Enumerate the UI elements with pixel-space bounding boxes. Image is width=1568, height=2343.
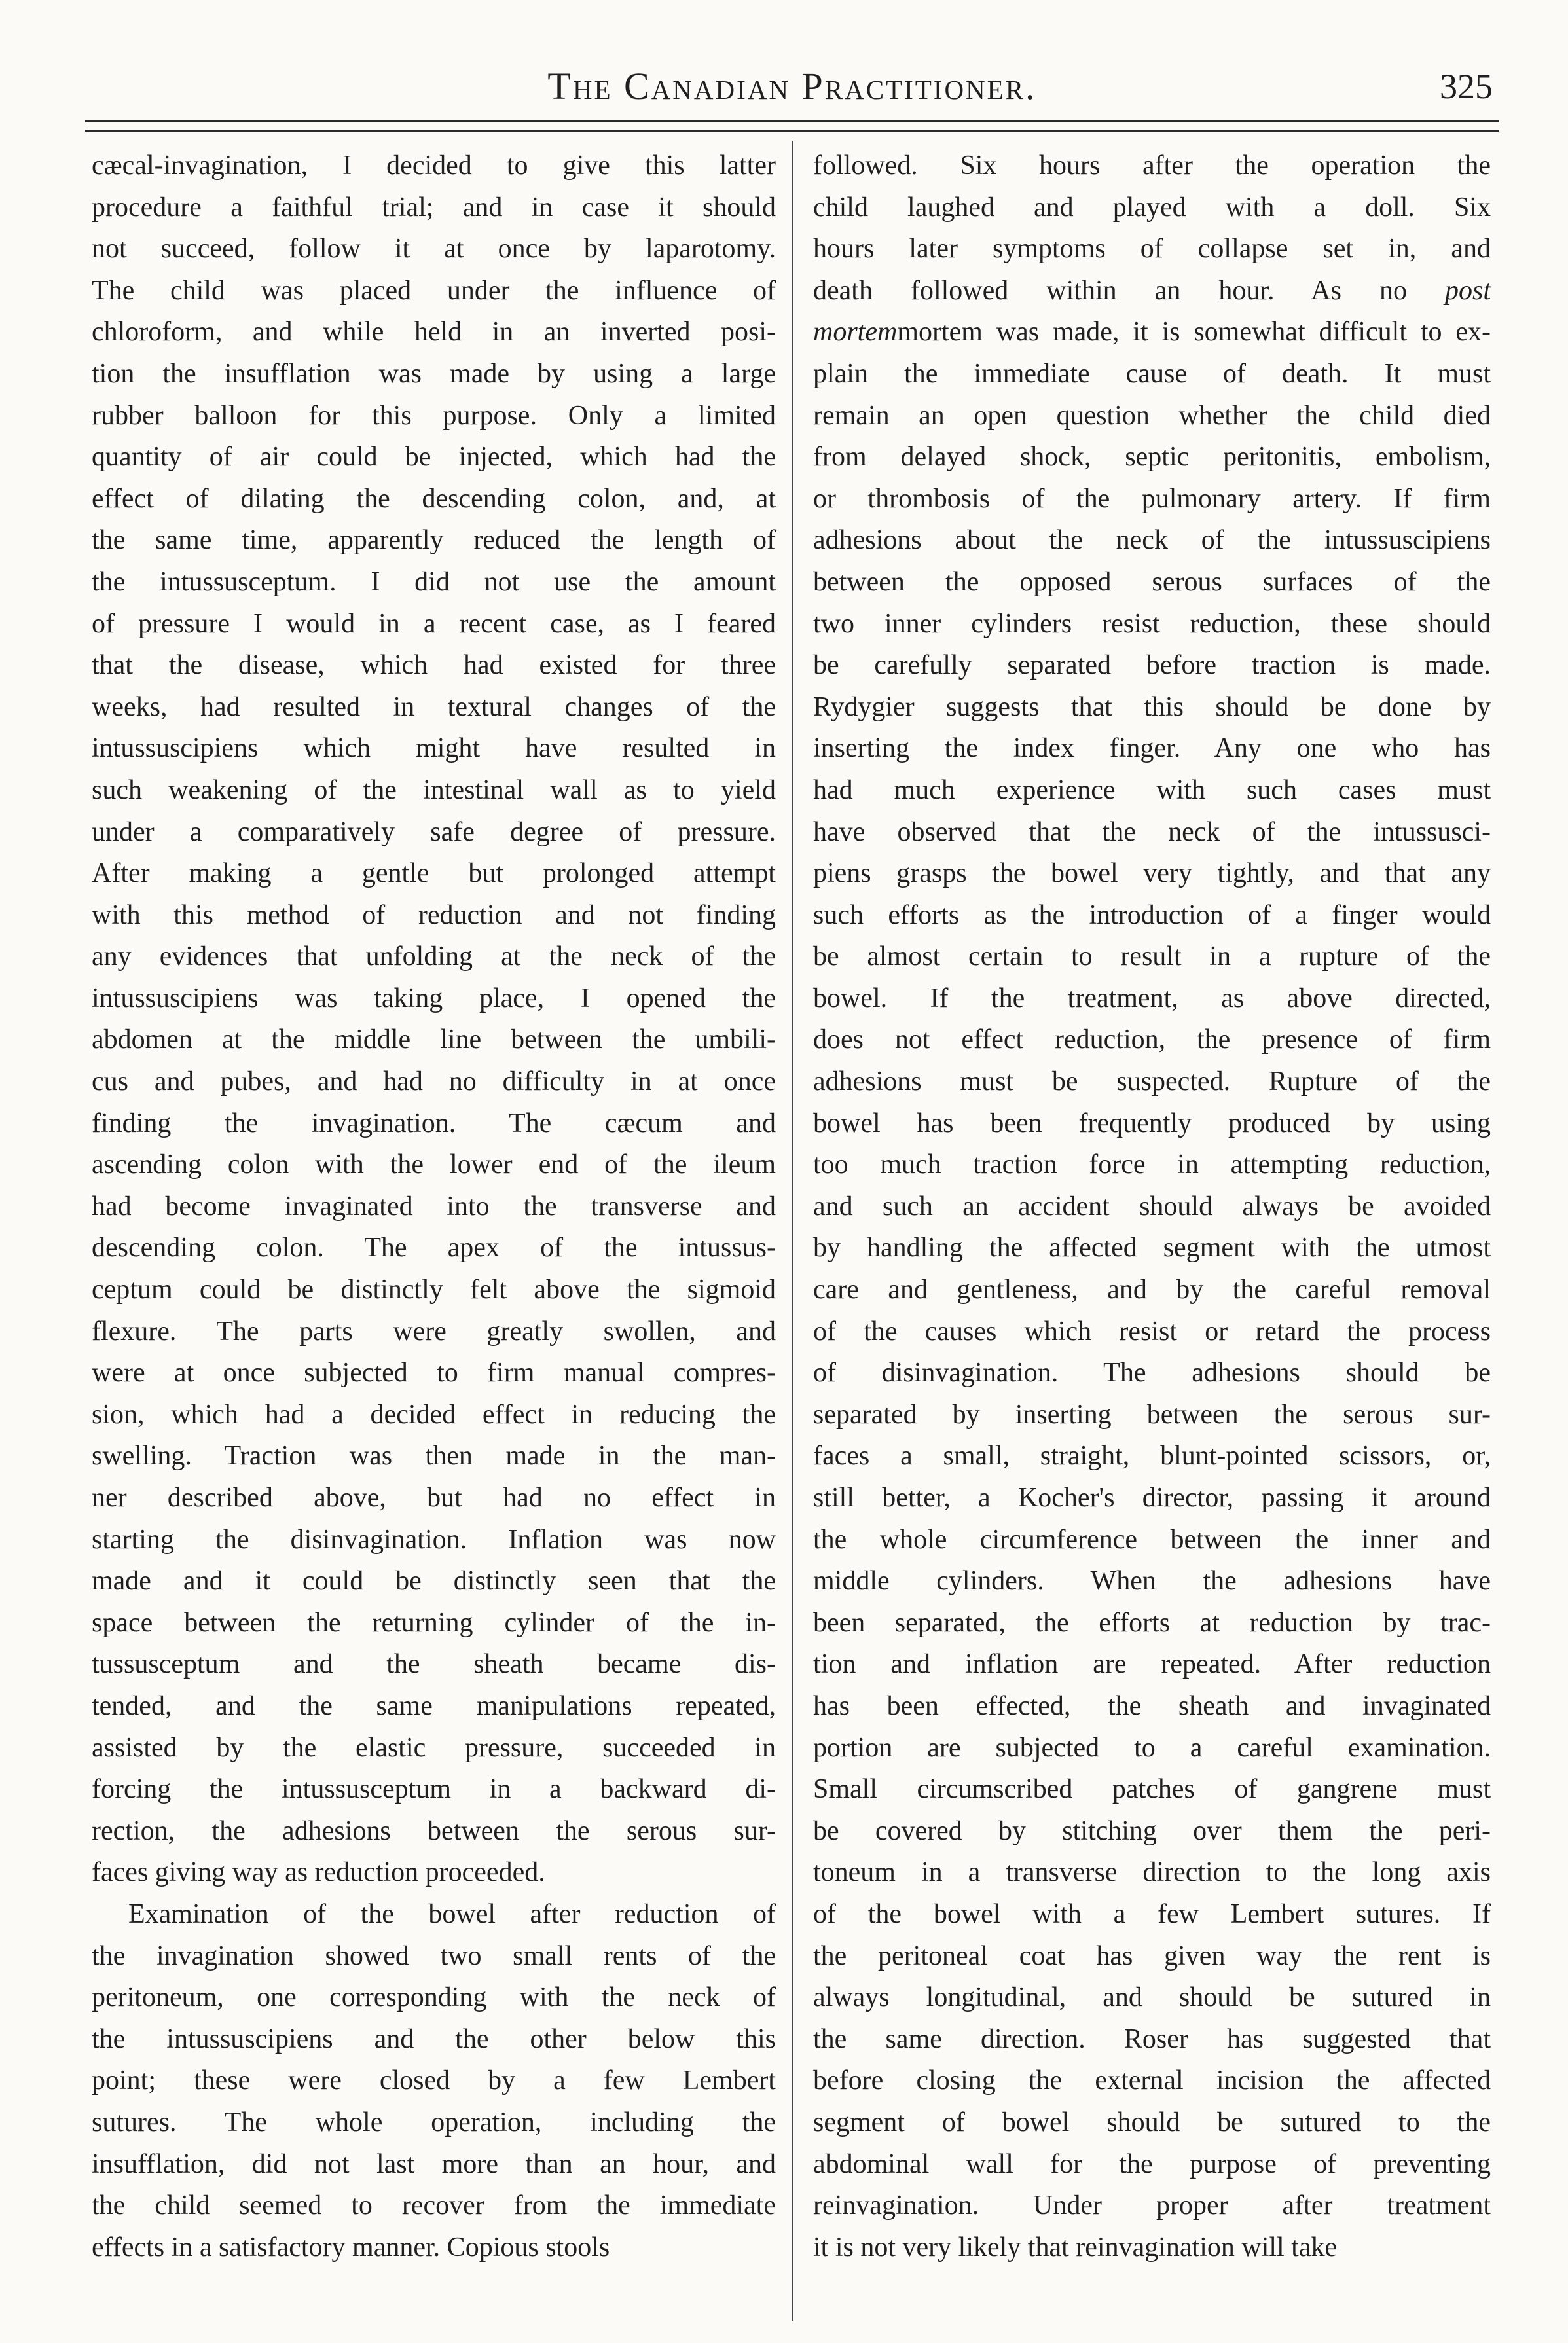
text-line bbox=[813, 270, 1491, 312]
text-line: peritoneum, one corresponding with the neck of bbox=[92, 1982, 776, 2013]
text-line: adhesions must be suspected. Rupture of the bbox=[813, 1066, 1491, 1097]
text-line: two inner cylinders resist reduction, these should bbox=[813, 608, 1491, 639]
text-line: finding the invagination. The cæcum and bbox=[92, 1108, 776, 1138]
text-line: had become invaginated into the transverse and bbox=[92, 1191, 776, 1222]
text-line: still better, a Kocher's director, passing it around bbox=[813, 1483, 1491, 1513]
text-line: quantity of air could be injected, which had the bbox=[92, 442, 776, 473]
text-line: the child seemed to recover from the immediate bbox=[92, 2190, 776, 2221]
text-line: tion the insufflation was made by using a large bbox=[92, 358, 776, 389]
text-line: ceptum could be distinctly felt above the sigmoid bbox=[92, 1275, 776, 1305]
text-line: of the causes which resist or retard the process bbox=[813, 1316, 1491, 1347]
text-line: bowel. If the treatment, as above directed, bbox=[813, 983, 1491, 1013]
text-line: with this method of reduction and not finding bbox=[92, 899, 776, 930]
text-line: be almost certain to result in a rupture of the bbox=[813, 941, 1491, 972]
text-line-main: mortem was made, it is somewhat difficult to ex- bbox=[897, 317, 1491, 348]
text-line: that the disease, which had existed for three bbox=[92, 650, 776, 681]
text-line: any evidences that unfolding at the neck of the bbox=[92, 941, 776, 972]
text-line: sutures. The whole operation, including the bbox=[92, 2107, 776, 2137]
text-line: portion are subjected to a careful examination. bbox=[813, 1732, 1491, 1763]
text-line: had much experience with such cases must bbox=[813, 774, 1491, 805]
text-line: the peritoneal coat has given way the rent is bbox=[813, 1940, 1491, 1971]
page-number: 325 bbox=[1440, 67, 1493, 106]
text-line: abdominal wall for the purpose of preventing bbox=[813, 2149, 1491, 2179]
text-line: of pressure I would in a recent case, as I feared bbox=[92, 608, 776, 639]
italic-word: mortem bbox=[813, 317, 898, 348]
column-divider bbox=[792, 141, 793, 2321]
header-rule-bottom bbox=[85, 130, 1499, 132]
text-line: plain the immediate cause of death. It must bbox=[813, 358, 1491, 389]
text-line: too much traction force in attempting reduction, bbox=[813, 1150, 1491, 1180]
text-line: the invagination showed two small rents of the bbox=[92, 1940, 776, 1971]
text-line: be covered by stitching over them the peri- bbox=[813, 1815, 1491, 1846]
text-line: made and it could be distinctly seen that the bbox=[92, 1566, 776, 1597]
header-rule-top bbox=[85, 120, 1499, 122]
text-line: the intussuscipiens and the other below this bbox=[92, 2024, 776, 2054]
text-line: the whole circumference between the inner and bbox=[813, 1524, 1491, 1555]
left-column bbox=[92, 145, 776, 2268]
text-line: rubber balloon for this purpose. Only a limited bbox=[92, 400, 776, 431]
text-line: followed. Six hours after the operation the bbox=[813, 151, 1491, 181]
text-line bbox=[813, 312, 1491, 354]
text-line: piens grasps the bowel very tightly, and that any bbox=[813, 858, 1491, 889]
text-line: by handling the affected segment with the utmost bbox=[813, 1233, 1491, 1263]
text-line: the same time, apparently reduced the length of bbox=[92, 525, 776, 556]
text-line: the intussusceptum. I did not use the amount bbox=[92, 566, 776, 597]
text-line: the same direction. Roser has suggested that bbox=[813, 2024, 1491, 2054]
text-line: rection, the adhesions between the serous sur- bbox=[92, 1815, 776, 1846]
text-line: The child was placed under the influence of bbox=[92, 275, 776, 306]
italic-word: post bbox=[1444, 275, 1491, 306]
text-line: ascending colon with the lower end of the ileum bbox=[92, 1150, 776, 1180]
text-line: have observed that the neck of the intussusci- bbox=[813, 816, 1491, 847]
text-line: assisted by the elastic pressure, succeeded in bbox=[92, 1732, 776, 1763]
text-line: segment of bowel should be sutured to the bbox=[813, 2107, 1491, 2137]
text-line: weeks, had resulted in textural changes of the bbox=[92, 691, 776, 722]
text-line: such efforts as the introduction of a finger would bbox=[813, 899, 1491, 930]
text-line: inserting the index finger. Any one who has bbox=[813, 733, 1491, 764]
text-line: reinvagination. Under proper after treatment bbox=[813, 2190, 1491, 2221]
text-line: cus and pubes, and had no difficulty in at once bbox=[92, 1066, 776, 1097]
text-line: from delayed shock, septic peritonitis, embolism, bbox=[813, 442, 1491, 473]
text-line: adhesions about the neck of the intussuscipiens bbox=[813, 525, 1491, 556]
text-line: swelling. Traction was then made in the man- bbox=[92, 1441, 776, 1472]
text-line: forcing the intussusceptum in a backward di- bbox=[92, 1774, 776, 1805]
text-line: Rydygier suggests that this should be done by bbox=[813, 691, 1491, 722]
text-line: flexure. The parts were greatly swollen, and bbox=[92, 1316, 776, 1347]
text-line: it is not very likely that reinvagination will take bbox=[813, 2232, 1338, 2262]
text-line: intussuscipiens was taking place, I opened the bbox=[92, 983, 776, 1013]
text-line: tussusceptum and the sheath became dis- bbox=[92, 1649, 776, 1680]
text-line: or thrombosis of the pulmonary artery. If firm bbox=[813, 483, 1491, 514]
text-line: separated by inserting between the serous sur- bbox=[813, 1399, 1491, 1430]
text-line: be carefully separated before traction is made. bbox=[813, 650, 1491, 681]
text-line: starting the disinvagination. Inflation was now bbox=[92, 1524, 776, 1555]
text-line: under a comparatively safe degree of pressure. bbox=[92, 816, 776, 847]
text-line: before closing the external incision the affected bbox=[813, 2065, 1491, 2096]
text-line: procedure a faithful trial; and in case it should bbox=[92, 192, 776, 223]
text-line: child laughed and played with a doll. Six bbox=[813, 192, 1491, 223]
text-line: Examination of the bowel after reduction of bbox=[128, 1898, 776, 1929]
text-line: been separated, the efforts at reduction by trac- bbox=[813, 1607, 1491, 1638]
text-line: faces a small, straight, blunt-pointed scissors, or, bbox=[813, 1441, 1491, 1472]
text-line-main: death followed within an hour. As no bbox=[813, 275, 1445, 306]
text-line: intussuscipiens which might have resulted in bbox=[92, 733, 776, 764]
text-line: point; these were closed by a few Lembert bbox=[92, 2065, 776, 2096]
text-line: abdomen at the middle line between the umbili- bbox=[92, 1025, 776, 1055]
text-line: of disinvagination. The adhesions should be bbox=[813, 1358, 1491, 1389]
right-column bbox=[813, 145, 1491, 2268]
text-line: toneum in a transverse direction to the long axis bbox=[813, 1857, 1491, 1888]
text-line: remain an open question whether the child died bbox=[813, 400, 1491, 431]
text-line: between the opposed serous surfaces of the bbox=[813, 566, 1491, 597]
text-line: has been effected, the sheath and invaginated bbox=[813, 1690, 1491, 1721]
text-line: chloroform, and while held in an inverted posi- bbox=[92, 317, 776, 348]
text-line: of the bowel with a few Lembert sutures. If bbox=[813, 1898, 1491, 1929]
journal-title: The Canadian Practitioner. bbox=[547, 65, 1037, 107]
text-line: ner described above, but had no effect in bbox=[92, 1483, 776, 1513]
text-line: sion, which had a decided effect in reducing the bbox=[92, 1399, 776, 1430]
text-line: care and gentleness, and by the careful removal bbox=[813, 1275, 1491, 1305]
text-line: faces giving way as reduction proceeded. bbox=[92, 1857, 545, 1888]
text-line: tended, and the same manipulations repeated, bbox=[92, 1690, 776, 1721]
text-line: tion and inflation are repeated. After reduction bbox=[813, 1649, 1491, 1680]
text-line: effect of dilating the descending colon, and, at bbox=[92, 483, 776, 514]
text-line: effects in a satisfactory manner. Copious stools bbox=[92, 2232, 610, 2262]
text-line: Small circumscribed patches of gangrene must bbox=[813, 1774, 1491, 1805]
text-line: were at once subjected to firm manual compres- bbox=[92, 1358, 776, 1389]
text-line: bowel has been frequently produced by using bbox=[813, 1108, 1491, 1138]
text-line: After making a gentle but prolonged attempt bbox=[92, 858, 776, 889]
text-line: always longitudinal, and should be sutured in bbox=[813, 1982, 1491, 2013]
text-line: not succeed, follow it at once by laparotomy. bbox=[92, 234, 776, 264]
running-head bbox=[85, 60, 1499, 113]
text-line: insufflation, did not last more than an hour, and bbox=[92, 2149, 776, 2179]
text-line: does not effect reduction, the presence of firm bbox=[813, 1025, 1491, 1055]
text-line: middle cylinders. When the adhesions have bbox=[813, 1566, 1491, 1597]
text-line: cæcal-invagination, I decided to give this latter bbox=[92, 151, 776, 181]
text-line: such weakening of the intestinal wall as to yield bbox=[92, 774, 776, 805]
text-line: descending colon. The apex of the intussus- bbox=[92, 1233, 776, 1263]
text-line: space between the returning cylinder of the in- bbox=[92, 1607, 776, 1638]
text-line: and such an accident should always be avoided bbox=[813, 1191, 1491, 1222]
text-line: hours later symptoms of collapse set in, and bbox=[813, 234, 1491, 264]
